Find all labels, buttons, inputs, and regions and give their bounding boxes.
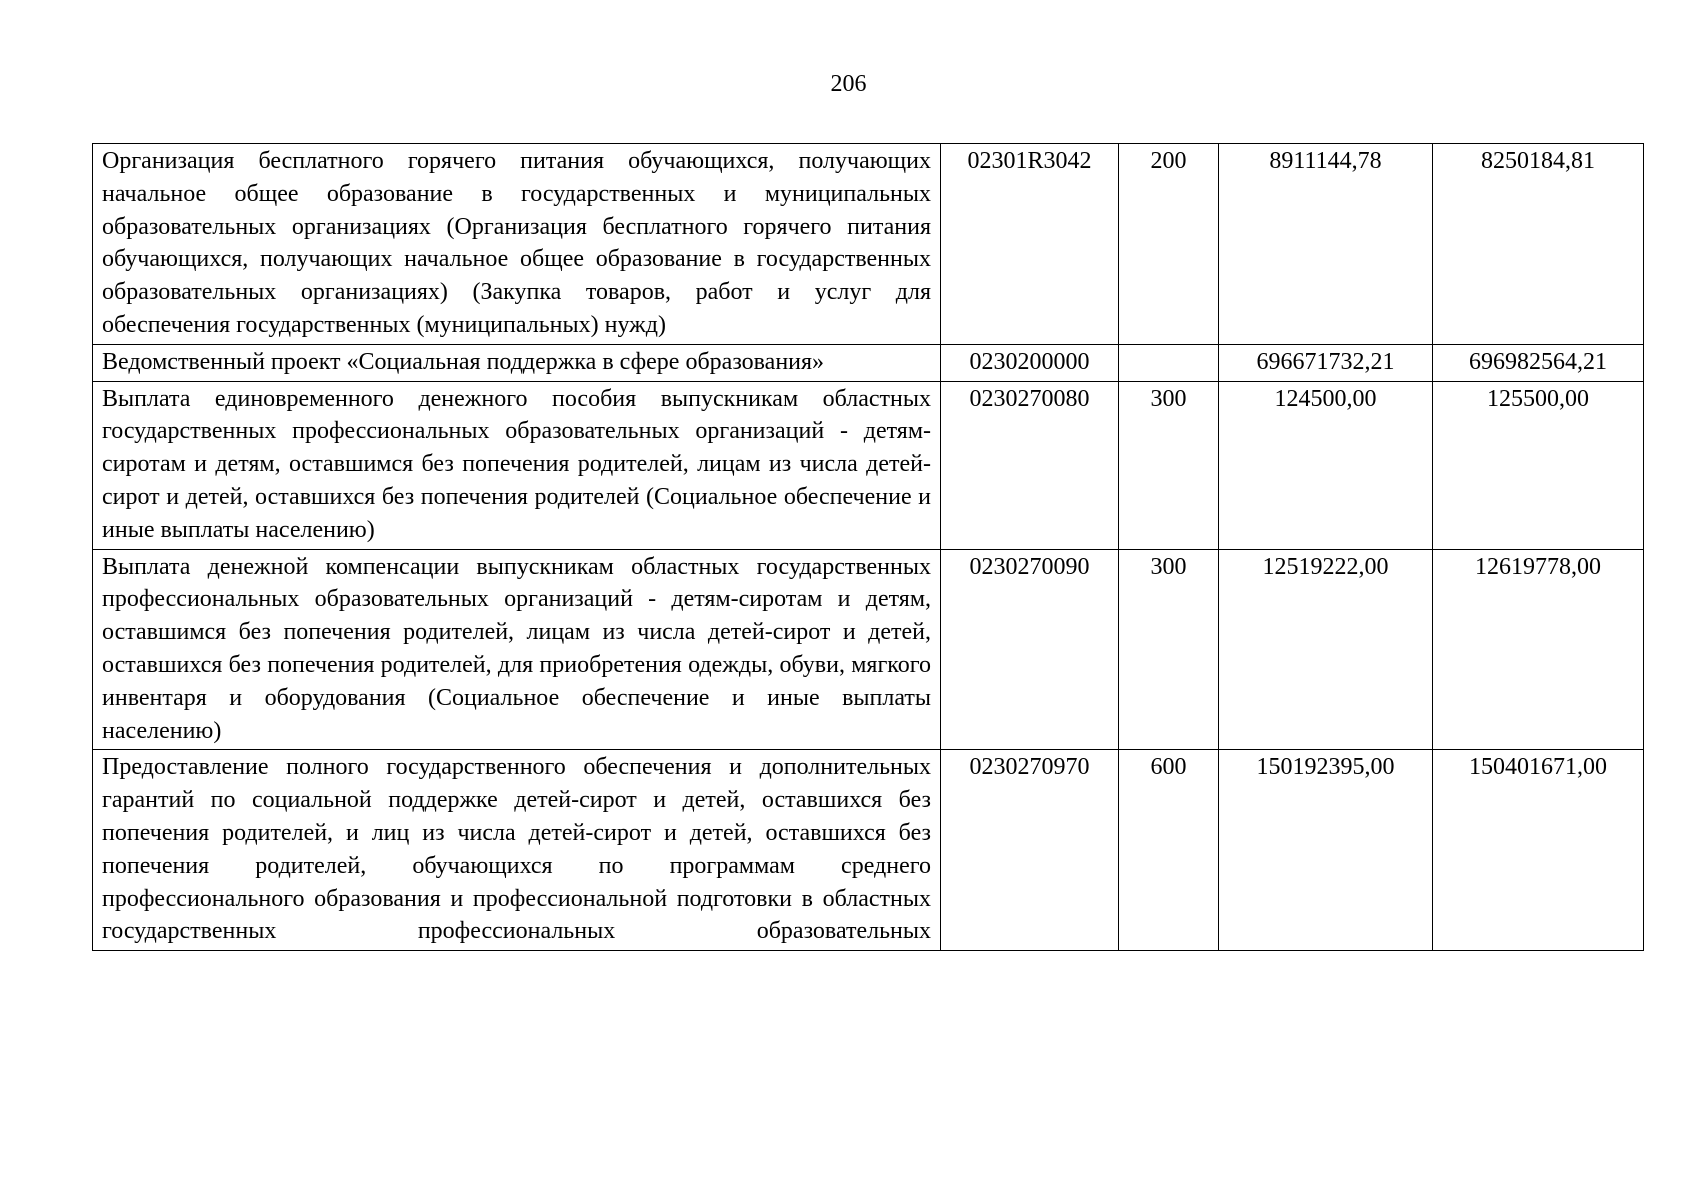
row-value2-cell: 696982564,21 — [1433, 344, 1644, 381]
row-name-cell — [93, 750, 941, 951]
table-row — [93, 144, 1644, 345]
row-type-cell: 200 — [1119, 144, 1219, 345]
page-number: 206 — [830, 71, 867, 97]
table-row — [93, 549, 1644, 750]
row-name-text: Предоставление полного государственного обеспечения и дополнительных гарантий по социальной поддержке детей-сирот и детей, оставшихся без попечения родителей, и лиц из числа детей-сирот и детей, оставшихся без попечения родителей, обучающихся по программам среднего профессионального образования и профессиональной подготовки в областных государственных профессиональных образовательных — [102, 754, 931, 945]
row-name-cell: Организация бесплатного горячего питания обучающихся, получающих начальное общее образование в государственных и муниципальных образовательных организациях (Организация бесплатного горячего питания обучающихся, получающих начальное общее образование в государственных образовательных организациях) (Закупка товаров, работ и услуг для обеспечения государственных (муниципальных) нужд) — [93, 144, 941, 345]
row-value2-cell: 12619778,00 — [1433, 549, 1644, 750]
table-row — [93, 344, 1644, 381]
table-row — [93, 381, 1644, 549]
row-code-cell: 0230270080 — [941, 381, 1119, 549]
row-value1-cell: 8911144,78 — [1219, 144, 1433, 345]
row-code-cell: 0230270970 — [941, 750, 1119, 951]
row-value1-cell: 12519222,00 — [1219, 549, 1433, 750]
row-value2-cell: 125500,00 — [1433, 381, 1644, 549]
row-type-cell — [1119, 344, 1219, 381]
row-code-cell: 02301R3042 — [941, 144, 1119, 345]
table-row — [93, 750, 1644, 951]
row-value2-cell: 150401671,00 — [1433, 750, 1644, 951]
row-name-cell: Ведомственный проект «Социальная поддержка в сфере образования» — [93, 344, 941, 381]
row-type-cell: 600 — [1119, 750, 1219, 951]
row-value1-cell: 124500,00 — [1219, 381, 1433, 549]
row-name-cell: Выплата денежной компенсации выпускникам областных государственных профессиональных образовательных организаций - детям-сиротам и детям, оставшимся без попечения родителей, лицам из числа детей-сирот и детей, оставшихся без попечения родителей, для приобретения одежды, обуви, мягкого инвентаря и оборудования (Социальное обеспечение и иные выплаты населению) — [93, 549, 941, 750]
row-code-cell: 0230270090 — [941, 549, 1119, 750]
row-value2-cell: 8250184,81 — [1433, 144, 1644, 345]
row-value1-cell: 150192395,00 — [1219, 750, 1433, 951]
row-type-cell: 300 — [1119, 549, 1219, 750]
row-code-cell: 0230200000 — [941, 344, 1119, 381]
row-name-cell: Выплата единовременного денежного пособия выпускникам областных государственных профессиональных образовательных организаций - детям-сиротам и детям, оставшимся без попечения родителей, лицам из числа детей-сирот и детей, оставшихся без попечения родителей (Социальное обеспечение и иные выплаты населению) — [93, 381, 941, 549]
budget-table — [92, 143, 1644, 951]
row-type-cell: 300 — [1119, 381, 1219, 549]
row-value1-cell: 696671732,21 — [1219, 344, 1433, 381]
